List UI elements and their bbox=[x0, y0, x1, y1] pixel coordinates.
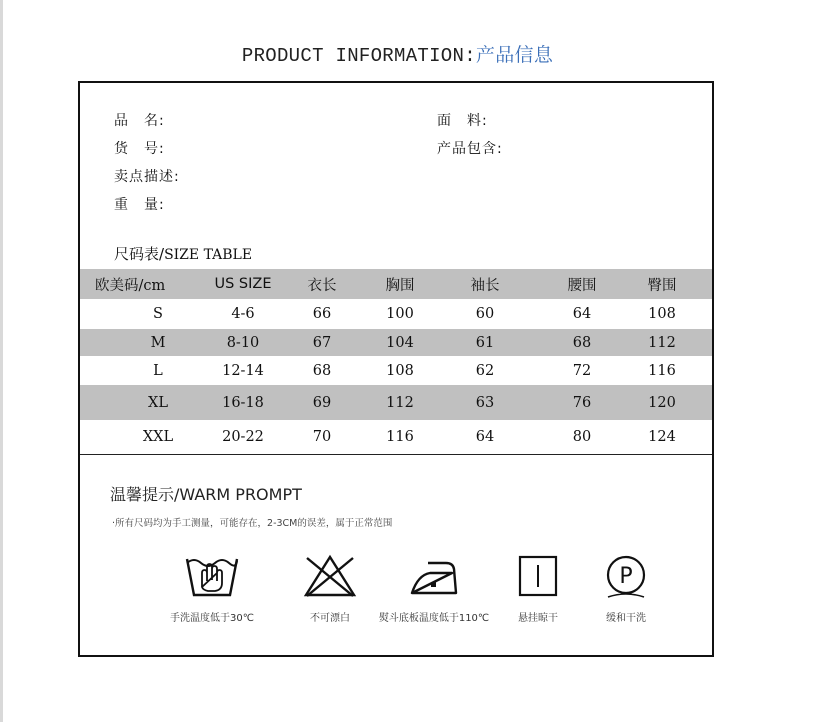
info-name-label: 品 名: bbox=[114, 113, 165, 129]
size-row-xxl bbox=[80, 420, 712, 453]
size-cell: 61 bbox=[475, 334, 495, 351]
size-table-header-row bbox=[80, 269, 712, 299]
size-cell: 108 bbox=[386, 362, 414, 379]
care-item-no-bleach bbox=[270, 553, 390, 624]
size-cell: 72 bbox=[572, 362, 592, 379]
size-row-m bbox=[80, 329, 712, 356]
dry-clean-p-icon bbox=[598, 553, 654, 599]
info-item-no-label: 货 号: bbox=[114, 141, 165, 157]
size-cell: 116 bbox=[386, 428, 414, 445]
info-selling-points-row bbox=[114, 166, 180, 186]
iron-low-icon bbox=[406, 553, 462, 599]
size-row-s bbox=[80, 299, 712, 329]
care-item-iron bbox=[374, 553, 494, 624]
header-length: 衣长 bbox=[307, 277, 337, 294]
size-table bbox=[80, 269, 712, 453]
size-cell: 120 bbox=[648, 394, 676, 411]
warm-prompt-note: ·所有尺码均为手工测量，可能存在，2-3CM的误差，属于正常范围 bbox=[112, 518, 393, 529]
size-cell: 64 bbox=[475, 428, 495, 445]
size-cell: 108 bbox=[648, 306, 676, 322]
care-label: 熨斗底板温度低于110℃ bbox=[378, 613, 490, 624]
care-label: 悬挂晾干 bbox=[518, 613, 558, 624]
hand-wash-icon bbox=[184, 553, 240, 599]
care-label: 手洗温度低于30℃ bbox=[170, 613, 254, 624]
header-sleeve: 袖长 bbox=[470, 277, 500, 294]
warm-prompt-title: 温馨提示/WARM PROMPT bbox=[110, 485, 302, 504]
size-cell: 100 bbox=[386, 306, 414, 322]
section-divider bbox=[80, 454, 712, 455]
size-table-title-en: SIZE TABLE bbox=[164, 247, 253, 263]
header-hip: 臀围 bbox=[647, 277, 677, 294]
size-row-xl bbox=[80, 385, 712, 420]
no-bleach-icon bbox=[302, 553, 358, 599]
size-cell: 67 bbox=[312, 334, 332, 351]
info-fabric-label: 面 料: bbox=[437, 113, 488, 129]
info-item-no-row bbox=[114, 138, 165, 158]
size-cell: 12-14 bbox=[222, 362, 264, 379]
left-edge-rule bbox=[0, 0, 3, 722]
size-cell: 63 bbox=[475, 394, 495, 411]
header-waist: 腰围 bbox=[567, 277, 597, 294]
size-cell: 60 bbox=[475, 306, 495, 322]
size-cell: S bbox=[153, 306, 163, 322]
svg-text:P: P bbox=[619, 564, 633, 589]
size-cell: 104 bbox=[386, 334, 414, 351]
size-row-l bbox=[80, 356, 712, 385]
info-weight-label: 重 量: bbox=[114, 197, 165, 213]
size-cell: 76 bbox=[572, 394, 592, 411]
size-cell: L bbox=[153, 362, 163, 379]
care-item-dry-clean bbox=[566, 553, 686, 624]
size-cell: 20-22 bbox=[222, 428, 264, 445]
care-label: 不可漂白 bbox=[310, 613, 350, 624]
info-weight-row bbox=[114, 194, 165, 214]
size-cell: 62 bbox=[475, 362, 495, 379]
care-item-hand-wash bbox=[152, 553, 272, 624]
header-us-size: US SIZE bbox=[214, 276, 272, 292]
product-info-card bbox=[78, 81, 714, 657]
size-cell: M bbox=[150, 334, 166, 351]
info-selling-points-label: 卖点描述: bbox=[114, 169, 180, 185]
size-cell: 68 bbox=[572, 334, 592, 351]
line-dry-icon bbox=[510, 553, 566, 599]
size-cell: 124 bbox=[648, 428, 676, 445]
size-table-title-cn: 尺码表/ bbox=[114, 245, 165, 263]
info-name-row bbox=[114, 110, 165, 130]
info-package-row bbox=[437, 138, 503, 158]
size-cell: 68 bbox=[312, 362, 332, 379]
page-title-en: PRODUCT INFORMATION: bbox=[241, 45, 476, 67]
size-cell: 70 bbox=[312, 428, 332, 445]
size-cell: XXL bbox=[142, 428, 174, 445]
header-eu-size: 欧美码/cm bbox=[95, 277, 166, 294]
care-label: 缓和干洗 bbox=[606, 613, 646, 624]
size-cell: 64 bbox=[572, 306, 592, 322]
size-cell: 16-18 bbox=[222, 394, 264, 411]
size-table-title bbox=[114, 243, 252, 264]
header-chest: 胸围 bbox=[385, 277, 415, 294]
size-cell: 116 bbox=[648, 362, 676, 379]
info-package-label: 产品包含: bbox=[437, 141, 503, 157]
size-cell: XL bbox=[148, 394, 168, 411]
size-cell: 4-6 bbox=[231, 306, 255, 322]
size-cell: 8-10 bbox=[226, 334, 260, 351]
info-fabric-row bbox=[437, 110, 488, 130]
size-cell: 69 bbox=[312, 394, 332, 411]
size-cell: 112 bbox=[386, 394, 414, 411]
size-cell: 80 bbox=[572, 428, 592, 445]
size-cell: 66 bbox=[312, 306, 332, 322]
page-title-cn: 产品信息 bbox=[475, 44, 554, 66]
size-cell: 112 bbox=[648, 334, 676, 351]
page-title bbox=[0, 40, 795, 67]
